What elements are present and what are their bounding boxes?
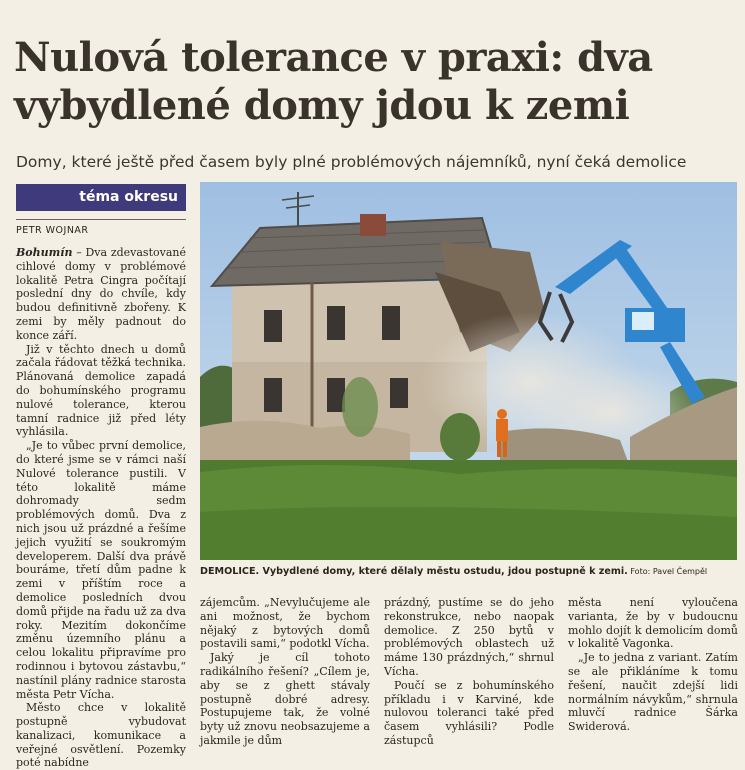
dateline: Bohumín: [16, 246, 73, 259]
paragraph: města není vyloučena varianta, že by v budoucnu mohlo dojít k demolicím domů v lokalitě Vagonka.: [568, 596, 738, 651]
headline: [14, 34, 734, 130]
photo-demolition-icon: [200, 182, 737, 560]
paragraph: Poučí se z bohumínského příkladu i v Karviné, kde nulovou toleranci také před časem vyhlásili? Podle zástupců: [384, 678, 554, 747]
paragraph: [16, 246, 186, 343]
section-rubric: téma okresu: [16, 184, 186, 211]
author-byline: PETR WOJNAR: [16, 225, 89, 236]
photo-credit: Foto: Pavel Čempěl: [627, 567, 708, 576]
article-column-3: [384, 596, 554, 748]
headline-line-1: Nulová tolerance v praxi: dva: [14, 34, 653, 81]
paragraph: Město chce v lokalitě postupně vybudovat kanalizaci, komunikace a veřejné osvětlení. Pozemky poté nabídne: [16, 701, 186, 770]
paragraph-text: – Dva zdevastované cihlové domy v problémové lokalitě Petra Cingra počítají poslední dny do chvíle, kdy budou definitivně zbořeny. K zemi by měly padnout do konce září.: [16, 246, 186, 342]
caption-text: Vybydlené domy, které dělaly městu ostudu, jdou postupně k zemi.: [259, 566, 628, 577]
article-column-2: [200, 596, 370, 748]
rubric-divider: [16, 219, 186, 220]
paragraph: prázdný, pustíme se do jeho rekonstrukce, nebo naopak demolice. Z 250 bytů v problémových oblastech už máme 130 prázdných,“ shrnul Vícha.: [384, 596, 554, 678]
paragraph: „Je to jedna z variant. Zatím se ale přikláníme k tomu řešení, naučit zdejší lidi normálním návykům,“ shrnula mluvčí radnice Šárka Swiderová.: [568, 651, 738, 734]
photo-caption: [200, 566, 740, 577]
caption-label: DEMOLICE.: [200, 566, 260, 577]
subheadline: Domy, které ještě před časem byly plné problémových nájemníků, nyní čeká demolice: [16, 153, 687, 171]
article-column-4: [568, 596, 738, 734]
paragraph: „Je to vůbec první demolice, do které jsme se v rámci naší Nulové tolerance pustili. V této lokalitě máme dohromady sedm problémových domů. Dva z nich jsou už prázdné a řešíme jejich využití se soukromým developerem. Další dva právě bouráme, třetí dům padne k zemi v příštím roce a demolice posledních dvou domů přijde na řadu už za dva roky. Mezitím dokončíme změnu územního plánu a celou lokalitu připravíme pro rodinnou i bytovou zástavbu,“ nastínil plány radnice starosta města Petr Vícha.: [16, 439, 186, 701]
article-column-1: [16, 246, 186, 770]
paragraph: Jaký je cíl tohoto radikálního řešení? „Cílem je, aby se z ghett stávaly postupně dobré adresy. Postupujeme tak, že volné byty už znovu neobsazujeme a jakmile je dům: [200, 651, 370, 747]
headline-line-2: vybydlené domy jdou k zemi: [14, 82, 630, 129]
paragraph: zájemcům. „Nevylučujeme ale ani možnost, že bychom nějaký z bytových domů postavili sami,“ podotkl Vícha.: [200, 596, 370, 651]
paragraph: Již v těchto dnech u domů začala řádovat těžká technika. Plánovaná demolice zapadá do bohumínského programu nulové tolerance, kterou tamní radnice již před léty vyhlásila.: [16, 342, 186, 439]
